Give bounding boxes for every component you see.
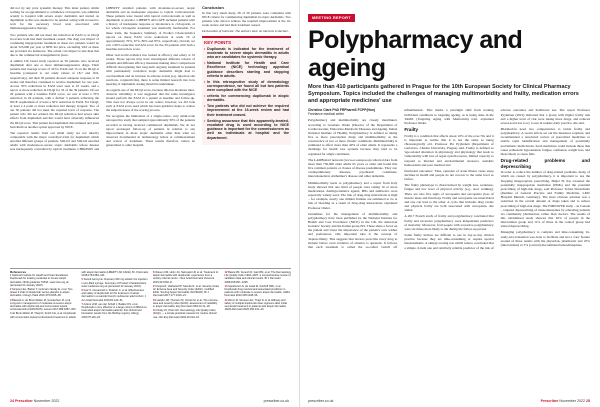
body-paragraph: functional outcomes'. Thus, episodes of acute illness cause steep declines in health and people do not recover to the same level as before. <box>404 168 494 182</box>
body-paragraph: In order to reduce the number of drug-related problems, many of which are caused by polypharmacy, it is important to use the Stopping Inappropriate prescribing, Heijer H, has screened the potentially inappropriate medicines (PIMs) and the potential prescribing of high-risk drugs, said Professor Tobias Dreischulte (Institute of General Practice and Family Medicine, LMU Hospital Munich, Germany). The most obvious solution was a reduction in the overall amount of drugs taken and to reduce prescribing of high-risk drugs. The EMPOWER study – in Canada – targeted deprescribing of benzodiazepines by educating patients via community pharmacists, rather than doctors. The results of this randomised study showed that 62% of people in the intervention group and 11% of those in the control group had started deprescribing. <box>500 170 590 229</box>
drug-problems-heading: Drug-related problems and deprescribing <box>500 158 590 169</box>
key-point: • criteria for commencing dupilumab in atopic dermatitis. <box>204 94 289 103</box>
conclusion-text: In this very small study, 28 of 30 patients were compliant with NICE criteria for commencing dupilumab in atopic dermatitis. Two patients who did not achieve the required improvement at the 16-week review and had their treatment ceased. <box>202 11 291 28</box>
body-paragraph: A 2017 French study of frailty and polypharmacy concluded that frailty and excessive polypharmacy were independent predictors of mortality. Moreover, frail people with excessive polypharmacy were six times more likely to die during the follow-up period. <box>404 214 494 231</box>
key-point: • National Institute for Health and Care Excellence (NICE) technology appraisal guidance describes starting and stopping criteria in adults. <box>204 61 289 78</box>
reference-item: 1 National Institute for Health and Care Excellence. Dupilumab for treating moderate to severe atopic dermatitis. NICE guidance TA534, www.nice.org.uk (accessed 24 January 2022). <box>10 274 69 287</box>
left-footer <box>10 399 289 403</box>
key-points-box <box>202 36 291 145</box>
body-paragraph: As regards use of the DLQI score, because this has moderate inter-observer reliability, it was suggested that the same investigator should perform the EASI in a patient at baseline and follow-up. This does not always occur in our centre; however, we did look each at EASI score used which has been guidance helps to reduce the subjectiveness of the scoring process. <box>106 87 195 113</box>
reference-item: 2 Simpson EL, Bieber T, Guttman-Yassky E, et al. Two phase 3 trials of dupilumab versus placebo in atopic dermatitis. N Engl J Med 2016;375:2335–48. <box>10 288 73 298</box>
article-standfirst: More than 410 participants gathered in Prague for the 10th European Society for Clinical Pharmacy Symposium. Topics included the challenges of managing multimorbidity and frailty, medication errors and appropriate medicines' use <box>308 84 579 104</box>
reference-item: 4 de Bruin-Weller M, Thaçi D, Smith CH, et al. Dupilumab with concomitant topical corticosteroid treatment in adults with atopic dermatitis (LIBERTY AD CAFÉ). Br J Dermatol 2018;178:1083–101. <box>10 271 148 319</box>
body-paragraph: Pharmacists need two competencies to tackle frailty and polypharmacy. A recent article set out the measures required, and recommended a structured review of prescribed medicines to enable rapid identification and management of potentially problematic medications. Such medicines could include those that cause orthostatic hypotension, fatigue, confusion, weight loss, and those likely to cause falls. <box>500 127 590 156</box>
page-number: 24 <box>10 399 14 403</box>
body-paragraph: We recognise the limitations of a single-centre, very small-scale retrospective study that sampled approximately 30% of the patients recorded as having received commenced dupilumab. We do not report prolonged follow-up of patients in relation to any improvement in those atopic dermatitis other than what we observed documented in dermatology letters at commencement and review of treatment. These results therefore cannot be generalised to other hospital. <box>106 114 195 147</box>
body-paragraph: A similar UK based study reported on 39 patients who received dupilumab after one or more immunosuppressive drugs. Their patients had average scores of 20 for EASI and 15 on the DLQI at baseline (compared to our study values of 18.7 and 16.9, respectively). All their 39 patients showed adequate response at 16 weeks and therefore continued to receive dupilumab for one year. Across 70% reductions in EASI were seen at 16 weeks, and a report or more reduction in DLQI for 33 of the 39 patients. Of our 29 patients with a baseline EASI score, we saw at least a 70% reduction in 26 patients, with a further 3 patients achieving the NICE requirement of at least a 50% reduction in EASI. For DLQI, at least a 4 point or more reduction had therapy stopped. Two of our 30 patients did not meet the required level of response. The patient who did not achieve the DLQI reduction had severe skin effects from dupilumab and this would have adversely influenced the DLQI score. This patient had dupilumab discontinued and joins baricitinib as another option approved by NICE. <box>10 59 99 129</box>
article-headline: Polypharmacy and ageing <box>308 26 523 82</box>
body-paragraph: Polypharmacy and multimorbidity are closely interlinked, according to Graziano Onder (Director of the Department of Cardiovascular, Endocrine-Metabolic Diseases and Ageing, Italian National Institute of Health). Polypharmacy is defined as taking five or more prescription drugs and multimorbidity as the concurrence of two or more chronic conditions. Multimorbidity is estimated to affect more than 40% of older adults. It represents a challenge for health care systems because they tend to be organised for single conditions. <box>308 118 398 156</box>
right-page <box>300 0 600 407</box>
section-tag: MEETING REPORT <box>308 14 355 22</box>
key-point: • Two patients who did not achieve the required improvement at the 16-week review and had their treatment ceased. <box>204 104 289 117</box>
reference-item: 3 Blauvelt A, de Bruin-Weller M, Gooderham M, et al. Long-term management of moderate-to-severe atopic dermatitis with dupilumab and concomitant topical corticosteroids (CHRONOS). Lancet 2017;389:2287–303. <box>10 298 77 312</box>
body-paragraph: Two patients who did not meet the reduction in EASI or in DLQI in review both had their treatment ceased. The drug cost impact of continuing inappropriate treatment in these two patients would be about £23,600 per year at NHS list price, excluding VAT as these are provided via homecare. The actual cost impact is less than this due to the commercial arrangement in place. <box>10 32 99 58</box>
conclusion-heading: Conclusion <box>202 6 224 10</box>
reference-item: 12 Basra MK, Fenech R, Gatt RM, et al. The Dermatology Life Quality Index 1994–2007: a comprehensive review of validation data and clinical results. Br J Dermatol 2008;159:997–1035. <box>224 271 291 284</box>
reference-item: 10 Hanifin JM, Thurston M, Omoto M, et al. The eczema area and severity index (EASI): assessment of reliability in atopic dermatitis. Exp Dermatol 2001;10:11–18. <box>153 298 218 309</box>
journal-name: Prescriber <box>15 399 33 403</box>
author-role: Freelance medical writer <box>308 112 344 117</box>
reference-item: 14 Worm M, Simpson EL, Thaçi D, et al. Efficacy and safety of multiple dupilumab dose regimens after initial successful treatment in patients with atopic dermatitis. JAMA Dermatol 2020;156:131–43. <box>224 298 287 312</box>
declaration: Declaration of interests: The authors have no interests to declare. <box>202 29 289 34</box>
key-point: • Dupilumab is indicated for the treatment of moderate to severe atopic dermatitis in adults who are candidates for systemic therapy. <box>204 47 289 60</box>
page-number: 25 <box>586 399 590 403</box>
journal-name: Prescriber <box>540 399 559 403</box>
body-paragraph: Some frailty indices are difficult to use in day-to-day clinical practice because they are time-consuming or require special measurements. A simply-scoring test which reduce concluded that a simple, 6-item one and relatively reliable predictor of the risk of adverse outcomes and healthcare use. The report Professor Pyykönen (2019) indicated that a group with higher frailty risk and a higher level of risk were taking more drugs, and reduced severe-level use to try to use in routine daily practice, she said. <box>404 108 590 250</box>
reference-item: 7 Ariëns LFM, van der Schaft J, Bakker DS, et al. Dupilumab is very effective in a large cohort of difficult-to-treat adult atopic dermatitis patients: first clinical and biomarker results from the BioDay registry. Allergy 2020;75:116–26. <box>81 302 148 319</box>
body-paragraph: The frailty phenotype is characterised by weight loss, weakness, fatigue and low level of physical activity (e.g., slow walking). There are also five signs of sarcopenia and sarcopenia (loss of muscle mass and function). Frailty and sarcopenia are interrelated and one can lead to the other. A cycle that includes drug events and physical frailty are both associated with sarcopenia, she added. <box>404 183 494 213</box>
footer-url[interactable]: prescriber.co.uk <box>263 399 289 403</box>
footer-right <box>541 399 590 403</box>
body-paragraph: Guidelines for the management of multimorbidity and polypharmacy have been published by the National Institute for Health and Care Excellence (NICE) in the UK, the American Geriatric Society and the Italian group ISS. These share a focus on the patient and stress the importance of the patient's own wishes and preferences. One important idea is the concept of 'deprescribing'. This suggests that doctors prescribe every drug to include before even evidence of absence is apparent. It follows that each treatment is called the so-called 'switch off inflammation'. This marks a paradigm shift from treating individual conditions to targeting ageing, as is being done in the TAME (Targeting Aging with Metformin) trial, explained Professor Onder. <box>308 108 494 249</box>
reference-item: 11 Finlay AY, Khan GK. Dermatology Life Quality Index (DLQI) — a simple practical measure for routine clinical use. Clin Exp Dermatol 1994;19:210–16. <box>153 309 217 319</box>
key-points-title: KEY POINTS <box>204 39 232 45</box>
article-body <box>308 108 590 407</box>
right-footer <box>308 399 590 403</box>
body-paragraph: did not try any prior systemic therapy. This latter patient, whilst waiting for an appointment to commence ciclosporin, was admitted acutely to hospital with severe atopic dermatitis and started on dupilumab as this was deemed to be quicker acting with no need to wait for the necessary blood tests associated with immunosuppressive therapy. <box>10 6 99 31</box>
author-name: Christine Clark PhD FRPharmS FCPP(Hon) <box>308 108 376 113</box>
body-paragraph: The LAMBAGO network (www.ec.europa.eu) collected data from more than 750,000 older adults 65 years or older and found that five common patterns or classes of disease predominate. They are: cardiopulmonary diseases, psychiatric conditions, musculoskeletal, Alzheimer's disease and other dementia. <box>308 157 398 179</box>
reference-item: 8 Olesen CM, Holm JG, Nørreslet LB, et al. Treatment of atopic dermatitis with dupilumab: experience from a tertiary referral centre. J Eur Acad Dermatol Venereol 2019;33:1562–8. <box>153 271 219 284</box>
body-paragraph: Frailty is a condition that affects about 10% of the over-70s and it is important to realise that it is not the same as being chronologically old. Professor Pia Pyykönen (Department of Geriatrics, Charles University, Prague) said. Frailty is defined as 'age-related alteration in physiology and physiology that leads to vulnerability with loss of organ system reserve, limited capacity to respond to internal and environmental stressors, unstable homeostasis and poor medical and <box>404 133 494 167</box>
reference-item: 13 Spekhorst LS, de Graaf M, Zuithoff NPA, et al. Dupilumab drug survival and associated predictors in patients with moderate to severe atopic dermatitis. JAMA Dermatol 2022;158:1048–56. <box>224 284 290 298</box>
reference-item: 6 Faiz S, Giovannelli J, Podevin C, et al. Effectiveness and safety of dupilumab for the treatment of atopic dermatitis in a real-life French multicenter adult cohort. J Am Acad Dermatol 2019;81:143–51. <box>81 289 147 302</box>
frailty-heading: Frailty <box>404 127 419 133</box>
body-paragraph: The reported results from our small study are not directly comparable with the major controlled trials for dupilumab which enrolled different groups of patients. SOLO1 and SOLO2 enrolled adults with moderate-to-severe atopic dermatitis whose disease was inadequately controlled by topical treatment. CHRONOS and LIBERTY enrolled patients with moderate-to-severe atopic dermatitis and an inadequate response to topical corticosteroids. These patients were treated with topical corticosteroids as well as dupilumab or placebo. LIBERTY AD CAFE included patients with a history of inadequate response or intolerance to ciclosporin, or for whom ciclosporin treatment was medically inadvisable. For these trials, the Sequence Summary of Product Characteristics reports on mean EASI score reductions at week 16 of approximately 70%, 67%, 80% and 85%, respectively. Overall, we saw a 90% reduction in EASI score for the 29 patients with both a baseline and review score. <box>10 6 195 152</box>
reference-item: 9 Chopra R, Vakharia PP, Sacotte R, et al. Severity strata for Eczema Area and Severity Index (EASI), modified EASI, Scoring Atopic Dermatitis (SCORAD). Br J Dermatol 2017;177:1316–21. <box>153 284 219 298</box>
body-paragraph: Multimorbidity leads to polypharmacy and a report from Italy study showed that one third of people were taking 10 or more medications. Antihypertensive agents, PPIs and antibiotics were especially widely used. The risk of drug-drug interactions is high – for example, nearly one million Italians are estimated to be at risk of bleeding as a result of drug-drug interactions, explained Professor Onder. <box>308 180 398 210</box>
references <box>10 268 291 393</box>
issue-date: November 2022 <box>559 399 585 403</box>
issue-date: November 2022 <box>33 399 60 403</box>
references-heading: References <box>10 270 27 274</box>
reference-item: 5 Sanofi Genzyme. Dupixent 300 mg solution for injection in pre-filled syringe. Summary of Product Characteristics. www.medicines.org.uk (accessed 24 January 2022). <box>81 278 148 288</box>
byline <box>308 108 397 116</box>
article-body <box>10 6 291 221</box>
footer-url[interactable]: prescriber.co.uk <box>308 399 334 403</box>
body-paragraph: Managing polypharmacy is complex and time-consuming. In-study-test evaluation was done to facilitate and test a 'care' feature around of these results with the physician, pharmacist and 25% (intervention) vs 5% (control) discontinued benzodiazepines. <box>500 230 590 247</box>
key-point: • Seeking assurance that this apparently-treated-escalated drug is used according to NICE guidance is important for the commissioners as well as individuals at hospital and the department. <box>204 119 289 140</box>
footer-left <box>10 399 59 403</box>
body-paragraph: Other real-world evidence has looked at efficacy and safety at 52 weeks. Those reports may have investigated different cohorts of patients and different efficacy measures making direct comparisons difficult. Recognising that long-term ongoing treatment in patients with permanently controlled atopic dermatitis might lead to overtreatment and an increase in adverse events (e.g. injection site reactions, conjunctivitis), there is some limited research into how tapering of dupilumab dosing should be undertaken. <box>106 53 195 86</box>
key-point: • In this retrospective study of dermatology correspondence, we found all but two patients were compliant with the NICE <box>204 80 289 93</box>
